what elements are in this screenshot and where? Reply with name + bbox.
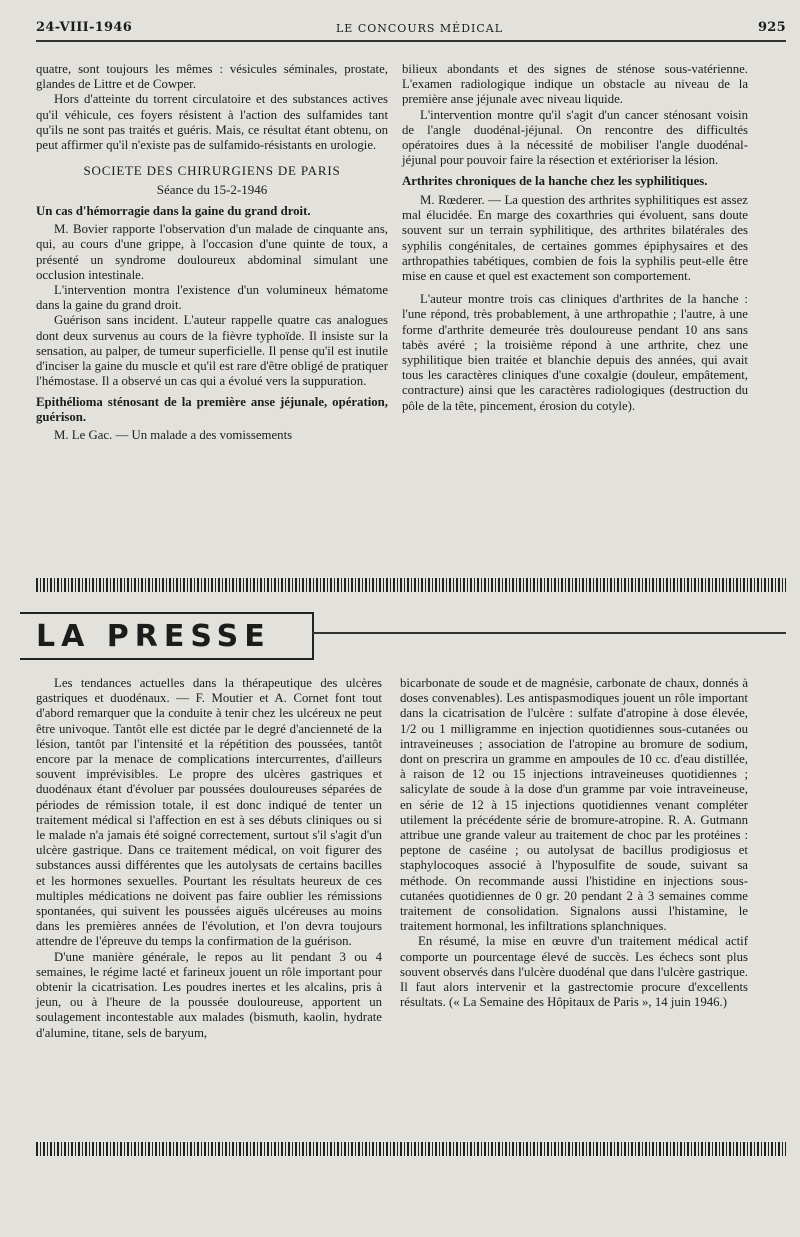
presse-left-column xyxy=(36,676,382,1041)
header-rule xyxy=(36,40,786,42)
top-right-column xyxy=(402,62,748,414)
article-heading: Un cas d'hémorragie dans la gaine du grand droit. xyxy=(36,203,311,218)
issue-date: 24-VIII-1946 xyxy=(36,20,133,35)
banner-rule xyxy=(312,632,786,634)
session-date: Séance du 15-2-1946 xyxy=(156,182,268,198)
page-number: 925 xyxy=(757,20,786,35)
paragraph: M. Rœderer. — La question des arthrites syphilitiques est assez mal élucidée. En marge des coxarthries qui évoluent, sans doute souvent sur un terrain syphilitique, des arthrites bilatérales des syphilis congénitales, de certaines gommes épiphysaires et des arthropathies tabétiques, combien de fois la syphilis peut-elle être mise en cause et quel est exactement son comportement. xyxy=(402,192,748,283)
paragraph: L'intervention montra l'existence d'un volumineux hématome dans la gaine du grand droit. xyxy=(36,282,388,313)
paragraph: Guérison sans incident. L'auteur rappelle quatre cas analogues dont deux survenus au cours de la fièvre typhoïde. Il insiste sur la sensation, au palper, de tumeur superficielle. Il pense qu'il est inutile d'inciser la gaine du muscle et qu'il est rare d'être obligé de pratiquer l'hémostase. Il a observé un cas qui a évolué vers la suppuration. xyxy=(36,313,388,389)
paragraph: En résumé, la mise en œuvre d'un traitement médical actif comporte un pourcentage élevé de succès. Les échecs sont plus souvent observés dans l'ulcère duodénal que dans l'ulcère gastrique. Il faut alors intervenir et la gastrectomie procure d'excellents résultats. (« La Semaine des Hôpitaux de Paris », 14 juin 1946.) xyxy=(400,934,748,1010)
paragraph: L'auteur montre trois cas cliniques d'arthrites de la hanche : l'une répond, très probablement, à une arthropathie ; l'autre, à une forme d'arthrite demeurée très douloureuse pendant 10 ans sans tabès avéré ; la troisième répond à une arthrite, chez une syphilitique bien traitée et blanchie depuis des années, qui avait tous les caractères cliniques d'une coxalgie (douleur, empâtement, contracture) ainsi que les caractères radiologiques (destruction du pôle de la tête, pincement, érosion du cotyle). xyxy=(402,292,748,413)
article-heading: Epithélioma sténosant de la première anse jéjunale, opération, guérison. xyxy=(36,395,388,424)
footer-separator-bar xyxy=(36,1142,786,1156)
paragraph: bilieux abondants et des signes de sténose sous-vatérienne. L'examen radiologique indique un obstacle au niveau de la première anse jéjunale avec niveau liquide. xyxy=(402,62,748,107)
paragraph: bicarbonate de soude et de magnésie, carbonate de chaux, donnés à doses convenables). Les antispasmodiques jouent un rôle important dans la cicatrisation de l'ulcère : sulfate d'atropine à dose élevée, 1/2 ou 1 milligramme en injection quotidiennes sous-cutanées ou intraveineuses ; association de l'atropine au bromure de sodium, dont on prescrira un gramme en ampoules de 10 cc. d'eau distillée, à raison de 12 ou 15 injections intraveineuses quotidiennes ; salicylate de soude à la dose d'un gramme par voie intraveineuse, en série de 12 à 15 injections quotidiennes venant compléter utilement la précédente série de bromure-atropine. R. A. Gutmann attribue une grande valeur au traitement de choc par les protéines : peptone de caséine ; ou autolysat de bacillus prodigiosus et staphylocoques associé à l'hyposulfite de soude, suivant sa méthode. On recommande aussi l'histidine en injections sous-cutanées quotidiennes de 0 gr. 20 pendant 2 à 3 semaines comme traitement de consolidation. Signalons aussi l'histamine, le traitement hormonal, les infiltrations splanchniques. xyxy=(400,676,748,934)
presse-right-column xyxy=(400,676,748,1010)
section-title: LA PRESSE xyxy=(36,618,271,654)
journal-title: LE CONCOURS MÉDICAL xyxy=(336,22,504,35)
society-heading: SOCIETE DES CHIRURGIENS DE PARIS xyxy=(83,163,341,179)
paragraph: M. Bovier rapporte l'observation d'un malade de cinquante ans, qui, au cours d'une grippe, à l'occasion d'une quinte de toux, a présenté un syndrome douloureux abdominal simulant une occlusion intestinale. xyxy=(36,222,388,282)
paragraph: Hors d'atteinte du torrent circulatoire et des substances actives qu'il véhicule, ces foyers résistent à l'action des sulfamides tant qu'ils ne sont pas traités et guéris. Mais, ce résultat étant obtenu, on peut affirmer qu'il n'existe pas de sulfamido-résistants en urologie. xyxy=(36,92,388,153)
paragraph: Les tendances actuelles dans la thérapeutique des ulcères gastriques et duodénaux. — F. Moutier et A. Cornet font tout d'abord remarquer que la conduite à tenir chez les ulcéreux ne peut être univoque. Tantôt elle est dictée par le degré d'ancienneté de la lésion, tantôt par l'intensité et la répétition des poussées, tantôt encore par la menace de complications intercurrentes, d'ailleurs souvent imprévisibles. Le propre des ulcères gastriques et duodénaux étant d'évoluer par poussées douloureuses séparées de périodes de rémission totale, il est donc indiqué de tenter un traitement médical si l'affection en est à ses débuts cliniques ou si le malade n'a jamais été soigné correctement, surtout s'il s'agit d'un ulcère gastrique. Dans ce traitement médical, on voit figurer des substances aussi différentes que les autolysats de certains bacilles et les hormones sexuelles. Pourtant les résultats heureux de ces multiples médications ne doivent pas faire oublier les rémissions spontanées, qui suivent les poussées aiguës ulcéreuses au moins dans les premières années de l'évolution, et l'on devra toujours attendre de l'épreuve du temps la confirmation de la guérison. xyxy=(36,676,382,949)
separator-bar xyxy=(36,578,786,592)
top-left-column xyxy=(36,62,388,444)
page-header xyxy=(36,18,786,42)
article-heading: Arthrites chroniques de la hanche chez les syphilitiques. xyxy=(402,174,708,189)
presse-banner xyxy=(20,612,314,660)
paragraph: D'une manière générale, le repos au lit pendant 3 ou 4 semaines, le régime lacté et farineux jouent un rôle important pour obtenir la cicatrisation. Les poudres inertes et les alcalins, pris à jeun, ou à l'heure de la poussée douloureuse, apportent un soulagement incontestable aux malades (bismuth, kaolin, hydrate d'alumine, titane, sels de baryum, xyxy=(36,949,382,1040)
paragraph: L'intervention montre qu'il s'agit d'un cancer sténosant voisin de l'angle duodénal-jéjunal. On rencontre des difficultés opératoires dues à la nécessité de mobiliser l'angle duodénal-jéjunal pour pouvoir faire la résection et extérioriser la lésion. xyxy=(402,107,748,168)
paragraph: M. Le Gac. — Un malade a des vomissements xyxy=(54,428,293,443)
paragraph: quatre, sont toujours les mêmes : vésicules séminales, prostate, glandes de Littre et de Cowper. xyxy=(36,62,388,92)
